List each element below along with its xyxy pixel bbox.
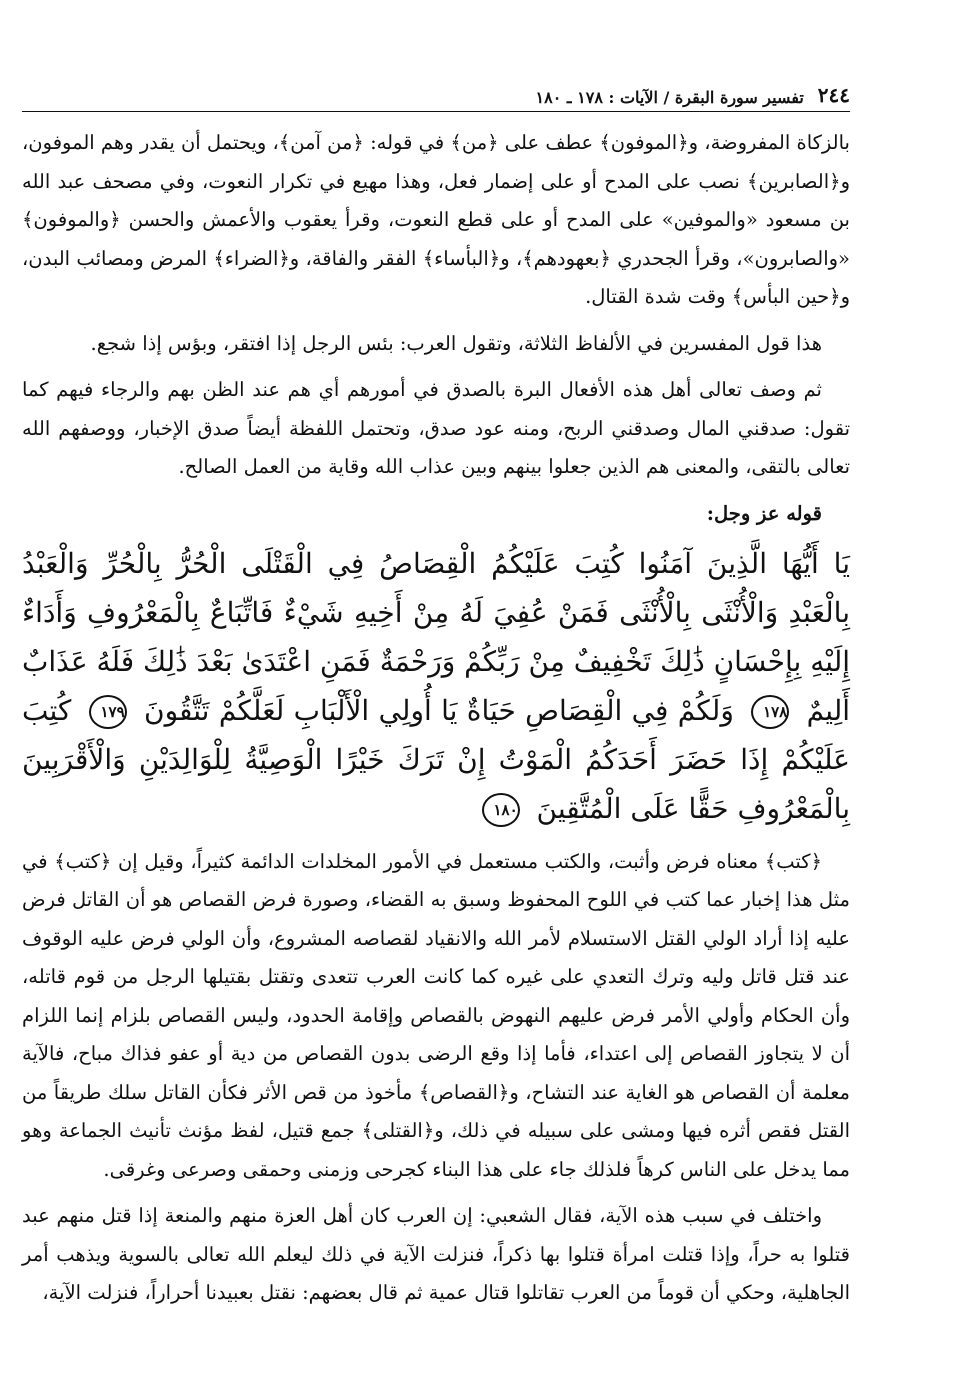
paragraph-text: هذا قول المفسرين في الألفاظ الثلاثة، وتقول العرب: بئس الرجل إذا افتقر، وبؤس إذا شجع. [90,331,822,355]
verse-180-text: كُتِبَ عَلَيْكُمْ إِذَا حَضَرَ أَحَدَكُمُ الْمَوْتُ إِنْ تَرَكَ خَيْرًا الْوَصِيَّةُ لِلْوَالِدَيْنِ وَالْأَقْرَبِينَ بِالْمَعْرُوفِ حَقًّا عَلَى الْمُتَّقِينَ [22,693,850,825]
verse-marker-180: ١٨٠ [482,793,520,827]
paragraph [22,843,850,1190]
quran-passage [22,539,850,833]
paragraph [22,1197,850,1313]
verse-marker-179: ١٧٩ [89,695,127,729]
paragraph-text: واختلف في سبب هذه الآية، فقال الشعبي: إن العرب كان أهل العزة منهم والمنعة إذا قتل منهم عبد قتلوا به حراً، وإذا قتلت امرأة قتلوا بها ذكراً، فنزلت الآية في ذلك ليعلم الله تعالى بالسوية ويذهب أمر الجاهلية، وحكي أن قوماً من العرب تقاتلوا قتال عمية ثم قال بعضهم: نقتل بعبيدنا أحراراً، فنزلت الآية، [22,1204,850,1304]
verse-179-text: وَلَكُمْ فِي الْقِصَاصِ حَيَاةٌ يَا أُولِي الْأَلْبَابِ لَعَلَّكُمْ تَتَّقُونَ [144,693,734,727]
page-body [22,124,850,1321]
section-label: قوله عز وجل: [706,501,822,525]
verse-marker-178: ١٧٨ [751,695,789,729]
paragraph-text: بالزكاة المفروضة، و﴿الموفون﴾ عطف على ﴿من﴾ في قوله: ﴿من آمن﴾، ويحتمل أن يقدر وهم الموفون، و﴿الصابرين﴾ نصب على المدح أو على إضمار فعل، وهذا مهيع في تكرار النعوت، وفي مصحف عبد الله بن مسعود «والموفين» على المدح أو على قطع النعوت، وقرأ يعقوب والأعمش والحسن ﴿والموفون﴾ «والصابرون»، وقرأ الجحدري ﴿بعهودهم﴾، و﴿البأساء﴾ الفقر والفاقة، و﴿الضراء﴾ المرض ومصائب البدن، و﴿حين البأس﴾ وقت شدة القتال. [22,131,850,308]
paragraph [22,371,850,487]
paragraph [22,124,850,317]
paragraph [22,325,850,364]
running-header [22,82,850,112]
verse-178-text: يَا أَيُّهَا الَّذِينَ آمَنُوا كُتِبَ عَلَيْكُمُ الْقِصَاصُ فِي الْقَتْلَى الْحُرُّ بِالْحُرِّ وَالْعَبْدُ بِالْعَبْدِ وَالْأُنْثَى بِالْأُنْثَى فَمَنْ عُفِيَ لَهُ مِنْ أَخِيهِ شَيْءٌ فَاتِّبَاعٌ بِالْمَعْرُوفِ وَأَدَاءٌ إِلَيْهِ بِإِحْسَانٍ ذَٰلِكَ تَخْفِيفٌ مِنْ رَبِّكُمْ وَرَحْمَةٌ فَمَنِ اعْتَدَىٰ بَعْدَ ذَٰلِكَ فَلَهُ عَذَابٌ أَلِيمٌ [22,546,851,727]
paragraph-text: ثم وصف تعالى أهل هذه الأفعال البرة بالصدق في أمورهم أي هم عند الظن بهم والرجاء فيهم كما تقول: صدقني المال وصدقني الربح، ومنه عود صدق، وتحتمل اللفظة أيضاً صدق الإخبار، ووصفهم الله تعالى بالتقى، والمعنى هم الذين جعلوا بينهم وبين عذاب الله وقاية من العمل الصالح. [22,378,850,478]
header-title: تفسير سورة البقرة / الآيات : ١٧٨ ـ ١٨٠ [535,88,804,107]
page-number: ٢٤٤ [817,83,850,107]
paragraph-text: ﴿كتب﴾ معناه فرض وأثبت، والكتب مستعمل في الأمور المخلدات الدائمة كثيراً، وقيل إن ﴿كتب﴾ في مثل هذا إخبار عما كتب في اللوح المحفوظ وسبق به القضاء، وصورة فرض القصاص هو أن القاتل فرض عليه إذا أراد الولي القتل الاستسلام لأمر الله والانقياد لقصاصه المشروع، وأن الولي فرض عليه الوقوف عند قتل قاتل وليه وترك التعدي على غيره كما كانت العرب تتعدى وتقتل بقتيلها الرجل من قوم قاتله، وأن الحكام وأولي الأمر فرض عليهم النهوض بالقصاص وإقامة الحدود، وليس القصاص بلزام إنما اللزام أن لا يتجاوز القصاص إلى اعتداء، فأما إذا وقع الرضى بدون القصاص من دية أو عفو فذاك مباح، فالآية معلمة أن القصاص هو الغاية عند التشاح، و﴿القصاص﴾ مأخوذ من قص الأثر فكأن القاتل سلك طريقاً من القتل فقص أثره فيها ومشى على سبيله في ذلك، و﴿القتلى﴾ جمع قتيل، لفظ مؤنث تأنيث الجماعة وهو مما يدخل على الناس كرهاً فلذلك جاء على هذا البناء كجرحى وزمنى وحمقى وصرعى وغرقى. [22,849,851,1181]
